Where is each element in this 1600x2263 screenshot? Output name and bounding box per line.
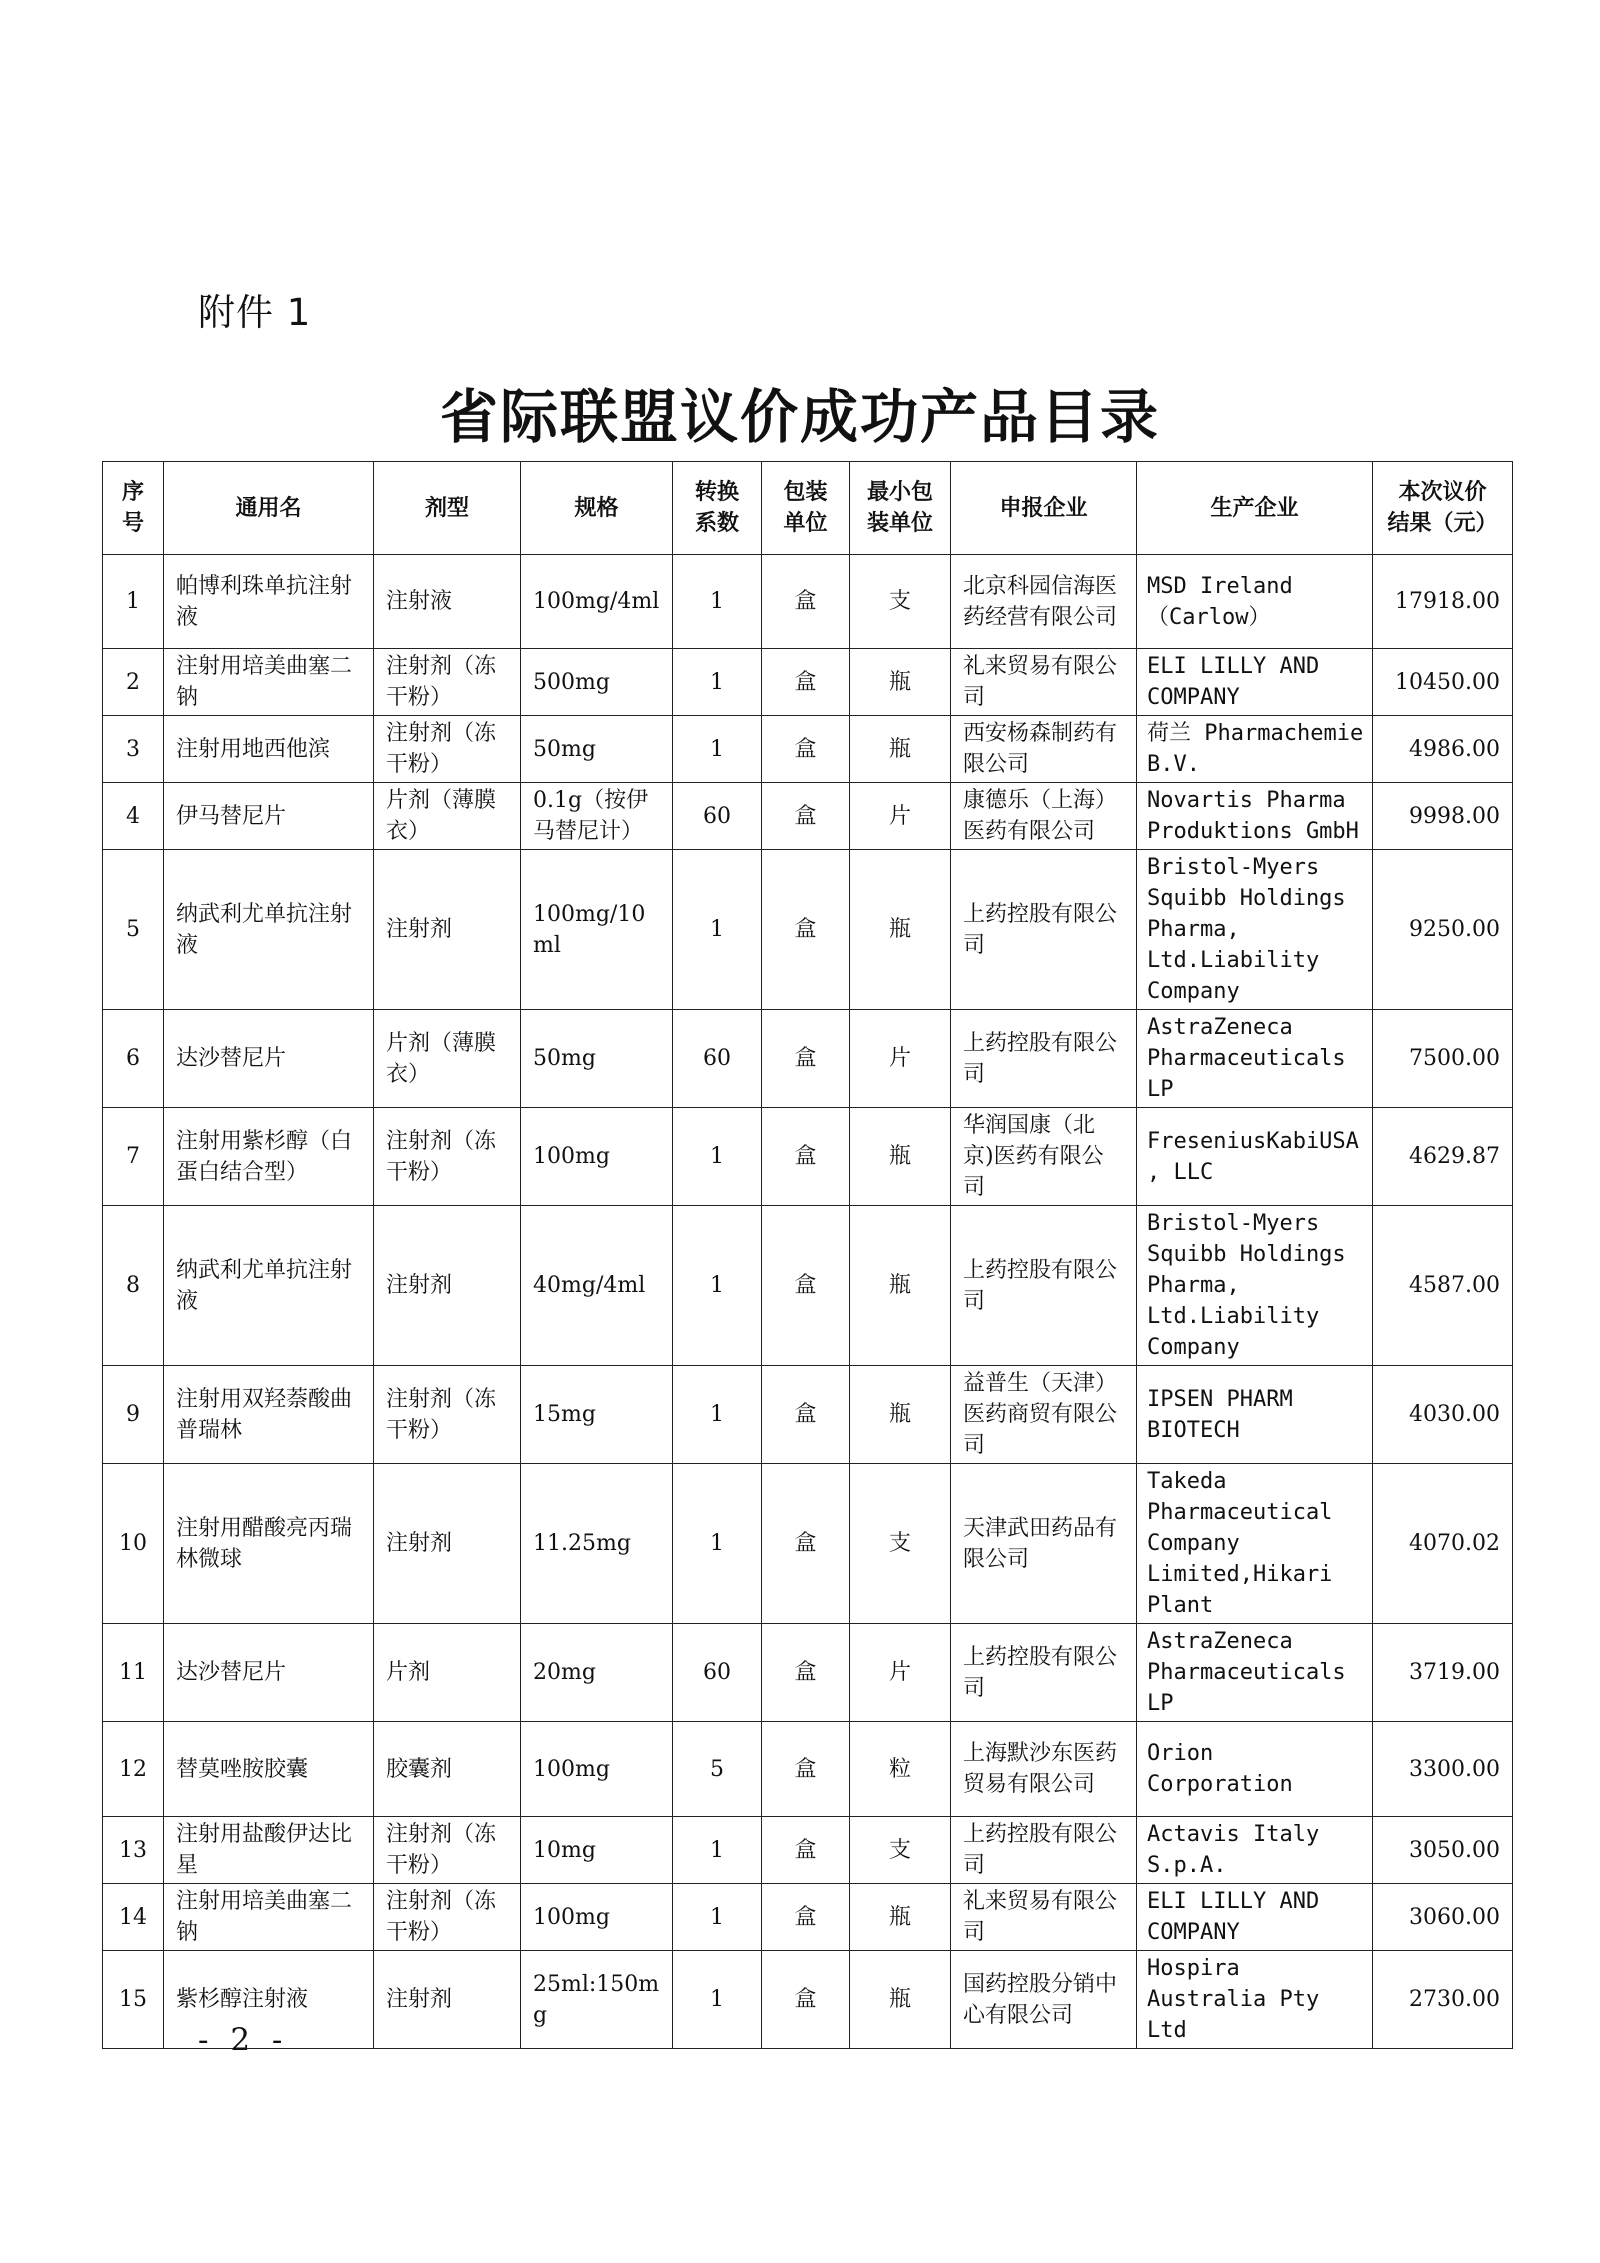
cell-min-package-unit: 瓶	[850, 1108, 951, 1206]
cell-negotiated-price: 7500.00	[1373, 1010, 1513, 1108]
cell-generic-name: 注射用培美曲塞二钠	[164, 1884, 374, 1951]
cell-manufacturer: FreseniusKabiUSA, LLC	[1137, 1108, 1373, 1206]
cell-generic-name: 替莫唑胺胶囊	[164, 1722, 374, 1817]
cell-generic-name: 帕博利珠单抗注射液	[164, 555, 374, 649]
cell-seq-no: 13	[103, 1817, 164, 1884]
cell-manufacturer: ELI LILLY AND COMPANY	[1137, 1884, 1373, 1951]
cell-package-unit: 盒	[762, 1817, 850, 1884]
cell-seq-no: 2	[103, 649, 164, 716]
cell-manufacturer: 荷兰 Pharmachemie B.V.	[1137, 716, 1373, 783]
table-row	[103, 716, 1513, 783]
cell-applicant-company: 康德乐（上海）医药有限公司	[951, 783, 1137, 850]
cell-package-unit: 盒	[762, 1951, 850, 2049]
cell-generic-name: 注射用双羟萘酸曲普瑞林	[164, 1366, 374, 1464]
column-header: 本次议价 结果（元）	[1373, 462, 1513, 555]
cell-dosage-form: 注射剂（冻干粉）	[374, 716, 521, 783]
cell-dosage-form: 胶囊剂	[374, 1722, 521, 1817]
cell-package-unit: 盒	[762, 649, 850, 716]
cell-conversion-factor: 1	[673, 1366, 762, 1464]
cell-negotiated-price: 2730.00	[1373, 1951, 1513, 2049]
cell-package-unit: 盒	[762, 1108, 850, 1206]
cell-specification: 25ml:150mg	[521, 1951, 673, 2049]
cell-manufacturer: Bristol-Myers Squibb Holdings Pharma, Ltd.Liability Company	[1137, 850, 1373, 1010]
cell-dosage-form: 注射剂（冻干粉）	[374, 649, 521, 716]
cell-conversion-factor: 1	[673, 1108, 762, 1206]
column-header: 转换 系数	[673, 462, 762, 555]
cell-applicant-company: 上海默沙东医药贸易有限公司	[951, 1722, 1137, 1817]
cell-negotiated-price: 4587.00	[1373, 1206, 1513, 1366]
table-row	[103, 1884, 1513, 1951]
cell-specification: 20mg	[521, 1624, 673, 1722]
cell-min-package-unit: 片	[850, 1624, 951, 1722]
cell-manufacturer: AstraZeneca Pharmaceuticals LP	[1137, 1010, 1373, 1108]
cell-min-package-unit: 支	[850, 1464, 951, 1624]
cell-package-unit: 盒	[762, 555, 850, 649]
column-header: 剂型	[374, 462, 521, 555]
cell-conversion-factor: 1	[673, 649, 762, 716]
cell-dosage-form: 注射剂（冻干粉）	[374, 1884, 521, 1951]
cell-applicant-company: 礼来贸易有限公司	[951, 1884, 1137, 1951]
cell-negotiated-price: 4629.87	[1373, 1108, 1513, 1206]
cell-specification: 40mg/4ml	[521, 1206, 673, 1366]
cell-package-unit: 盒	[762, 1366, 850, 1464]
column-header: 通用名	[164, 462, 374, 555]
cell-min-package-unit: 支	[850, 1817, 951, 1884]
table-row	[103, 649, 1513, 716]
cell-applicant-company: 天津武田药品有限公司	[951, 1464, 1137, 1624]
cell-generic-name: 纳武利尤单抗注射液	[164, 850, 374, 1010]
cell-dosage-form: 片剂	[374, 1624, 521, 1722]
cell-min-package-unit: 瓶	[850, 649, 951, 716]
cell-conversion-factor: 1	[673, 555, 762, 649]
cell-seq-no: 8	[103, 1206, 164, 1366]
cell-seq-no: 12	[103, 1722, 164, 1817]
cell-manufacturer: IPSEN PHARM BIOTECH	[1137, 1366, 1373, 1464]
cell-negotiated-price: 4030.00	[1373, 1366, 1513, 1464]
cell-conversion-factor: 5	[673, 1722, 762, 1817]
cell-conversion-factor: 1	[673, 1884, 762, 1951]
cell-specification: 0.1g（按伊马替尼计）	[521, 783, 673, 850]
cell-generic-name: 注射用盐酸伊达比星	[164, 1817, 374, 1884]
cell-generic-name: 伊马替尼片	[164, 783, 374, 850]
cell-conversion-factor: 1	[673, 1951, 762, 2049]
cell-min-package-unit: 片	[850, 1010, 951, 1108]
cell-conversion-factor: 60	[673, 1010, 762, 1108]
cell-applicant-company: 益普生（天津）医药商贸有限公司	[951, 1366, 1137, 1464]
cell-manufacturer: ELI LILLY AND COMPANY	[1137, 649, 1373, 716]
cell-negotiated-price: 9998.00	[1373, 783, 1513, 850]
cell-seq-no: 3	[103, 716, 164, 783]
cell-min-package-unit: 瓶	[850, 716, 951, 783]
cell-negotiated-price: 3050.00	[1373, 1817, 1513, 1884]
table-row	[103, 1206, 1513, 1366]
cell-dosage-form: 注射剂	[374, 850, 521, 1010]
cell-min-package-unit: 瓶	[850, 1366, 951, 1464]
cell-generic-name: 达沙替尼片	[164, 1010, 374, 1108]
table-row	[103, 1624, 1513, 1722]
cell-specification: 10mg	[521, 1817, 673, 1884]
cell-seq-no: 14	[103, 1884, 164, 1951]
cell-negotiated-price: 3719.00	[1373, 1624, 1513, 1722]
cell-specification: 11.25mg	[521, 1464, 673, 1624]
cell-manufacturer: Bristol-Myers Squibb Holdings Pharma, Ltd.Liability Company	[1137, 1206, 1373, 1366]
cell-conversion-factor: 60	[673, 783, 762, 850]
column-header: 序 号	[103, 462, 164, 555]
cell-negotiated-price: 3300.00	[1373, 1722, 1513, 1817]
attachment-label: 附件 1	[198, 291, 312, 334]
cell-applicant-company: 上药控股有限公司	[951, 1206, 1137, 1366]
cell-applicant-company: 上药控股有限公司	[951, 850, 1137, 1010]
cell-min-package-unit: 支	[850, 555, 951, 649]
cell-min-package-unit: 片	[850, 783, 951, 850]
cell-package-unit: 盒	[762, 1884, 850, 1951]
cell-specification: 100mg	[521, 1108, 673, 1206]
cell-generic-name: 注射用培美曲塞二钠	[164, 649, 374, 716]
document-title: 省际联盟议价成功产品目录	[439, 383, 1160, 451]
column-header: 最小包 装单位	[850, 462, 951, 555]
table-row	[103, 1722, 1513, 1817]
cell-dosage-form: 注射剂（冻干粉）	[374, 1108, 521, 1206]
column-header: 生产企业	[1137, 462, 1373, 555]
cell-manufacturer: Orion Corporation	[1137, 1722, 1373, 1817]
cell-applicant-company: 上药控股有限公司	[951, 1624, 1137, 1722]
cell-specification: 100mg/10ml	[521, 850, 673, 1010]
cell-min-package-unit: 瓶	[850, 850, 951, 1010]
cell-manufacturer: Actavis Italy S.p.A.	[1137, 1817, 1373, 1884]
cell-conversion-factor: 60	[673, 1624, 762, 1722]
table-row	[103, 555, 1513, 649]
cell-specification: 50mg	[521, 1010, 673, 1108]
table-row	[103, 1010, 1513, 1108]
cell-applicant-company: 上药控股有限公司	[951, 1817, 1137, 1884]
cell-dosage-form: 片剂（薄膜衣）	[374, 1010, 521, 1108]
cell-conversion-factor: 1	[673, 1817, 762, 1884]
cell-seq-no: 4	[103, 783, 164, 850]
cell-conversion-factor: 1	[673, 716, 762, 783]
cell-manufacturer: Hospira Australia Pty Ltd	[1137, 1951, 1373, 2049]
cell-negotiated-price: 17918.00	[1373, 555, 1513, 649]
cell-specification: 50mg	[521, 716, 673, 783]
cell-seq-no: 11	[103, 1624, 164, 1722]
product-catalog-table	[102, 461, 1513, 2049]
cell-manufacturer: AstraZeneca Pharmaceuticals LP	[1137, 1624, 1373, 1722]
cell-generic-name: 紫杉醇注射液	[164, 1951, 374, 2049]
cell-specification: 100mg/4ml	[521, 555, 673, 649]
cell-specification: 15mg	[521, 1366, 673, 1464]
cell-conversion-factor: 1	[673, 1464, 762, 1624]
cell-seq-no: 5	[103, 850, 164, 1010]
table-row	[103, 1464, 1513, 1624]
cell-applicant-company: 上药控股有限公司	[951, 1010, 1137, 1108]
cell-dosage-form: 注射剂（冻干粉）	[374, 1366, 521, 1464]
cell-dosage-form: 注射剂（冻干粉）	[374, 1817, 521, 1884]
cell-generic-name: 纳武利尤单抗注射液	[164, 1206, 374, 1366]
cell-seq-no: 15	[103, 1951, 164, 2049]
cell-package-unit: 盒	[762, 1010, 850, 1108]
cell-specification: 100mg	[521, 1722, 673, 1817]
cell-package-unit: 盒	[762, 1624, 850, 1722]
cell-generic-name: 达沙替尼片	[164, 1624, 374, 1722]
cell-package-unit: 盒	[762, 783, 850, 850]
cell-specification: 100mg	[521, 1884, 673, 1951]
cell-package-unit: 盒	[762, 716, 850, 783]
cell-seq-no: 1	[103, 555, 164, 649]
cell-package-unit: 盒	[762, 1464, 850, 1624]
cell-manufacturer: MSD Ireland （Carlow）	[1137, 555, 1373, 649]
cell-dosage-form: 片剂（薄膜衣）	[374, 783, 521, 850]
cell-seq-no: 10	[103, 1464, 164, 1624]
cell-seq-no: 9	[103, 1366, 164, 1464]
cell-seq-no: 7	[103, 1108, 164, 1206]
table-header-row	[103, 462, 1513, 555]
cell-generic-name: 注射用紫杉醇（白蛋白结合型）	[164, 1108, 374, 1206]
cell-seq-no: 6	[103, 1010, 164, 1108]
table-body	[103, 555, 1513, 2049]
table-row	[103, 783, 1513, 850]
cell-applicant-company: 北京科园信海医药经营有限公司	[951, 555, 1137, 649]
column-header: 申报企业	[951, 462, 1137, 555]
table-row	[103, 850, 1513, 1010]
cell-dosage-form: 注射剂	[374, 1206, 521, 1366]
cell-applicant-company: 礼来贸易有限公司	[951, 649, 1137, 716]
cell-package-unit: 盒	[762, 1722, 850, 1817]
cell-generic-name: 注射用醋酸亮丙瑞林微球	[164, 1464, 374, 1624]
cell-min-package-unit: 瓶	[850, 1884, 951, 1951]
table-row	[103, 1951, 1513, 2049]
cell-applicant-company: 国药控股分销中心有限公司	[951, 1951, 1137, 2049]
cell-conversion-factor: 1	[673, 1206, 762, 1366]
cell-negotiated-price: 10450.00	[1373, 649, 1513, 716]
cell-min-package-unit: 粒	[850, 1722, 951, 1817]
cell-negotiated-price: 3060.00	[1373, 1884, 1513, 1951]
cell-specification: 500mg	[521, 649, 673, 716]
cell-generic-name: 注射用地西他滨	[164, 716, 374, 783]
cell-negotiated-price: 9250.00	[1373, 850, 1513, 1010]
cell-dosage-form: 注射剂	[374, 1464, 521, 1624]
cell-package-unit: 盒	[762, 1206, 850, 1366]
cell-applicant-company: 华润国康（北京)医药有限公司	[951, 1108, 1137, 1206]
cell-manufacturer: Novartis Pharma Produktions GmbH	[1137, 783, 1373, 850]
cell-dosage-form: 注射液	[374, 555, 521, 649]
column-header: 包装 单位	[762, 462, 850, 555]
cell-manufacturer: Takeda Pharmaceutical Company Limited,Hikari Plant	[1137, 1464, 1373, 1624]
table-row	[103, 1108, 1513, 1206]
table-row	[103, 1366, 1513, 1464]
cell-negotiated-price: 4986.00	[1373, 716, 1513, 783]
cell-package-unit: 盒	[762, 850, 850, 1010]
column-header: 规格	[521, 462, 673, 555]
page-number: - 2 -	[198, 2022, 289, 2058]
table-row	[103, 1817, 1513, 1884]
cell-conversion-factor: 1	[673, 850, 762, 1010]
cell-dosage-form: 注射剂	[374, 1951, 521, 2049]
cell-min-package-unit: 瓶	[850, 1206, 951, 1366]
cell-min-package-unit: 瓶	[850, 1951, 951, 2049]
cell-negotiated-price: 4070.02	[1373, 1464, 1513, 1624]
cell-applicant-company: 西安杨森制药有限公司	[951, 716, 1137, 783]
